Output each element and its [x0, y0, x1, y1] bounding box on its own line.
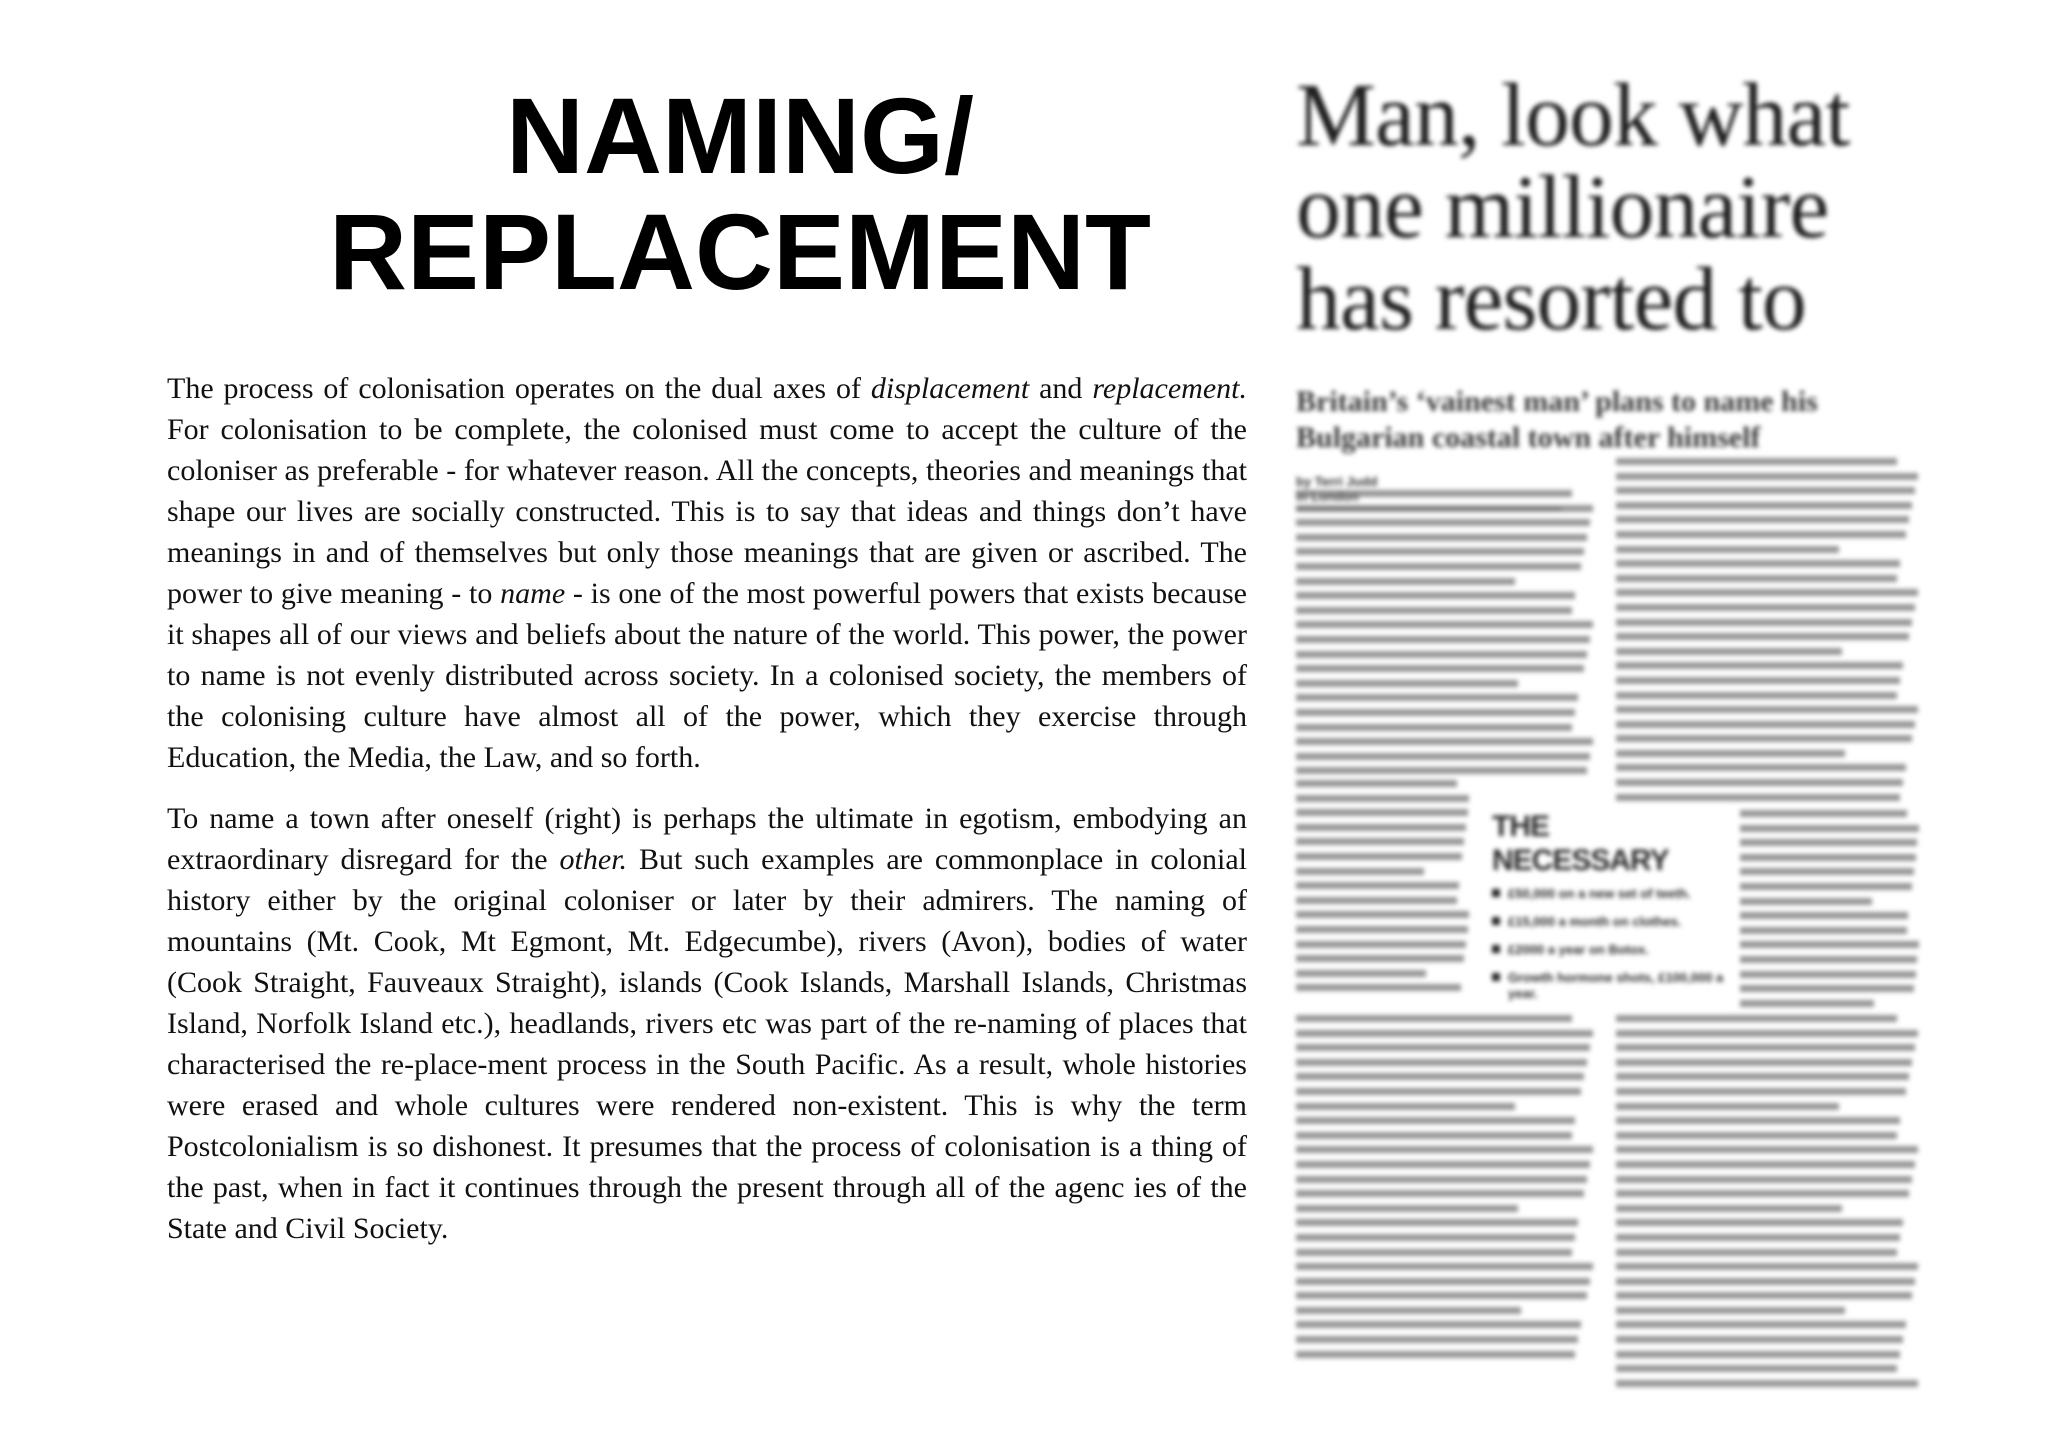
headline-line: has resorted to	[1296, 250, 1806, 349]
article-text-line	[1616, 1044, 1915, 1051]
article-text-line	[1296, 1030, 1593, 1037]
article-text-line	[1296, 1117, 1575, 1124]
article-text-line	[1296, 534, 1587, 541]
article-text-line	[1296, 563, 1581, 570]
clipping-standfirst	[1296, 384, 1926, 456]
text-run: - is one of the most powerful powers that exists because it shapes all of our views and beliefs about the nature of the world. This power, the power to name is not evenly distributed across society. In a colonised society, the members of the colonising culture have almost all of the power, which they exercise through Education, the Media, the Law, and so forth.	[167, 577, 1248, 774]
article-text-line	[1296, 680, 1518, 687]
page-title	[290, 75, 1190, 312]
article-column-left-narrow	[1296, 780, 1471, 999]
article-text-line	[1296, 724, 1572, 731]
article-text-line	[1296, 1103, 1515, 1110]
article-text-line	[1740, 825, 1919, 832]
article-text-line	[1616, 1205, 1842, 1212]
article-text-line	[1296, 738, 1593, 745]
article-text-line	[1616, 735, 1912, 742]
article-text-line	[1296, 767, 1587, 774]
clipping-headline	[1296, 66, 1926, 349]
article-text-line	[1296, 1161, 1590, 1168]
headline-line: Man, look what	[1296, 66, 1850, 165]
article-text-line	[1616, 1234, 1900, 1241]
article-column-right	[1616, 458, 1921, 808]
sidebar-item: Growth hormone shots, £100,000 a year.	[1492, 970, 1727, 1002]
article-text-line	[1616, 1103, 1839, 1110]
article-text-line	[1296, 1146, 1593, 1153]
article-text-line	[1616, 1249, 1897, 1256]
article-text-line	[1616, 1059, 1912, 1066]
article-text-line	[1296, 694, 1578, 701]
article-text-line	[1296, 1176, 1587, 1183]
article-text-line	[1616, 1263, 1918, 1270]
emphasized-term: replacement.	[1092, 372, 1247, 405]
article-text-line	[1296, 809, 1468, 816]
article-text-line	[1740, 839, 1917, 846]
article-text-line	[1296, 1059, 1587, 1066]
article-text-line	[1740, 941, 1919, 948]
article-text-line	[1296, 897, 1457, 904]
article-text-line	[1296, 621, 1593, 628]
article-text-line	[1296, 1234, 1575, 1241]
text-run: For colonisation to be complete, the colonised must come to accept the culture of the coloniser as preferable - for whatever reason. All the concepts, theories and meanings that shape our lives are socially constructed. This is to say that ideas and things don’t have meanings in and of themselves but only those meanings that are given or ascribed. The power to give meaning - to	[167, 413, 1247, 610]
article-text-line	[1616, 779, 1903, 786]
article-text-line	[1616, 706, 1918, 713]
article-text-line	[1740, 971, 1916, 978]
article-text-line	[1616, 546, 1839, 553]
article-text-line	[1296, 519, 1590, 526]
article-text-line	[1296, 941, 1466, 948]
sidebar-item: £15,000 a month on clothes.	[1492, 914, 1727, 930]
article-text-line	[1616, 516, 1909, 523]
sidebar-item: £50,000 on a new set of teeth.	[1492, 886, 1727, 902]
article-column-left-lower	[1296, 1015, 1596, 1365]
article-text-line	[1296, 1073, 1584, 1080]
article-text-line	[1740, 883, 1912, 890]
article-text-line	[1616, 794, 1900, 801]
article-text-line	[1296, 636, 1590, 643]
article-text-line	[1616, 662, 1903, 669]
article-text-line	[1616, 1219, 1903, 1226]
article-text-line	[1616, 1321, 1906, 1328]
standfirst-line: Bulgarian coastal town after himself	[1296, 421, 1761, 454]
article-text-line	[1616, 473, 1918, 480]
emphasized-term: other.	[559, 843, 628, 876]
article-text-line	[1616, 458, 1897, 465]
article-text-line	[1296, 548, 1584, 555]
article-text-line	[1616, 1351, 1900, 1358]
article-text-line	[1616, 1336, 1903, 1343]
article-text-line	[1296, 1088, 1581, 1095]
text-run: But such examples are commonplace in colonial history either by the original coloniser or later by their admirers. The naming of mountains (Mt. Cook, Mt Egmont, Mt. Edgecumbe), rivers (Avon), bodies of water (Cook Straight, Fauveaux Straight), islands (Cook Islands, Marshall Islands, Christmas Island, Norfolk Island etc.), headlands, rivers etc was part of the re-naming of places that characterised the re-place-ment process in the South Pacific. As a result, whole histories were erased and whole cultures were rendered non-existent. This is why the term Postcolonialism is so dishonest. It presumes that the process of colonisation is a thing of the past, when in fact it continues through the present through all of the agenc ies of the State and Civil Society.	[167, 843, 1248, 1245]
article-text-line	[1296, 955, 1464, 962]
article-text-line	[1296, 1249, 1572, 1256]
article-text-line	[1296, 882, 1459, 889]
headline-line: one millionaire	[1296, 158, 1829, 257]
article-text-line	[1296, 795, 1469, 802]
article-text-line	[1616, 648, 1842, 655]
article-text-line	[1616, 1176, 1912, 1183]
article-text-line	[1296, 1219, 1578, 1226]
article-text-line	[1296, 838, 1464, 845]
text-run: The process of colonisation operates on the dual axes of	[167, 372, 871, 405]
article-text-line	[1296, 592, 1575, 599]
article-text-line	[1616, 1146, 1918, 1153]
byline-author: by Terri Judd	[1296, 474, 1378, 489]
article-text-line	[1740, 985, 1914, 992]
article-text-line	[1296, 780, 1457, 787]
article-text-line	[1616, 531, 1906, 538]
article-text-line	[1616, 1365, 1897, 1372]
article-text-line	[1616, 1380, 1918, 1387]
article-text-line	[1616, 1190, 1909, 1197]
article-column-right-narrow	[1740, 810, 1921, 1014]
article-text-line	[1296, 1292, 1587, 1299]
article-text-line	[1296, 1205, 1518, 1212]
article-text-line	[1296, 1132, 1572, 1139]
article-text-line	[1296, 1263, 1593, 1270]
article-text-line	[1740, 868, 1914, 875]
body-text	[167, 368, 1247, 1269]
article-text-line	[1296, 970, 1426, 977]
article-text-line	[1296, 824, 1466, 831]
article-text-line	[1616, 619, 1912, 626]
standfirst-line: Britain’s ‘vainest man’ plans to name his	[1296, 385, 1818, 418]
article-text-line	[1740, 1000, 1874, 1007]
article-text-line	[1616, 1292, 1912, 1299]
article-text-line	[1616, 764, 1906, 771]
article-text-line	[1616, 1161, 1915, 1168]
article-text-line	[1616, 633, 1909, 640]
sidebar-list	[1492, 886, 1727, 1002]
article-text-line	[1296, 984, 1461, 991]
article-text-line	[1296, 490, 1572, 497]
article-text-line	[1296, 651, 1587, 658]
article-text-line	[1616, 1015, 1897, 1022]
article-text-line	[1296, 665, 1584, 672]
sidebar-item: £2000 a year on Botox.	[1492, 942, 1727, 958]
article-text-line	[1740, 927, 1907, 934]
emphasized-term: displacement	[870, 372, 1030, 405]
article-text-line	[1616, 502, 1912, 509]
article-text-line	[1616, 589, 1918, 596]
article-text-line	[1296, 926, 1468, 933]
article-column-right-lower	[1616, 1015, 1921, 1394]
article-text-line	[1616, 1132, 1897, 1139]
article-text-line	[1296, 753, 1590, 760]
article-text-line	[1296, 853, 1462, 860]
article-text-line	[1616, 1278, 1915, 1285]
sidebar-heading: THE NECESSARY	[1492, 810, 1669, 877]
article-text-line	[1616, 677, 1900, 684]
article-text-line	[1296, 1307, 1521, 1314]
text-run: To name a town after oneself (right) is perhaps the ultimate in egotism, embodying an extraordinary disregard for the	[167, 802, 1247, 876]
article-text-line	[1616, 487, 1915, 494]
article-text-line	[1616, 575, 1897, 582]
article-text-line	[1616, 1088, 1906, 1095]
article-text-line	[1296, 1044, 1590, 1051]
article-text-line	[1296, 868, 1424, 875]
title-line-2: REPLACEMENT	[328, 191, 1152, 312]
clipping-sidebar-box	[1492, 810, 1727, 1014]
article-text-line	[1616, 721, 1915, 728]
text-run: and	[1029, 372, 1093, 405]
article-text-line	[1296, 607, 1572, 614]
article-text-line	[1740, 898, 1872, 905]
article-text-line	[1740, 854, 1916, 861]
article-text-line	[1616, 692, 1897, 699]
article-text-line	[1616, 1073, 1909, 1080]
article-text-line	[1296, 1321, 1581, 1328]
article-text-line	[1296, 578, 1515, 585]
article-text-line	[1616, 1117, 1900, 1124]
title-line-1: NAMING/	[506, 75, 974, 196]
article-text-line	[1296, 1015, 1572, 1022]
emphasized-term: name	[500, 577, 566, 610]
article-text-line	[1616, 750, 1845, 757]
article-text-line	[1296, 709, 1575, 716]
article-text-line	[1616, 604, 1915, 611]
paragraph-1	[167, 368, 1247, 778]
article-text-line	[1296, 1336, 1578, 1343]
article-text-line	[1740, 810, 1907, 817]
newspaper-clipping	[1296, 66, 1926, 1390]
article-text-line	[1296, 1190, 1584, 1197]
article-text-line	[1616, 560, 1900, 567]
paragraph-2	[167, 798, 1247, 1249]
article-text-line	[1616, 1307, 1845, 1314]
article-text-line	[1740, 912, 1908, 919]
article-text-line	[1296, 505, 1593, 512]
article-text-line	[1740, 956, 1917, 963]
article-column-left	[1296, 490, 1596, 782]
article-text-line	[1616, 1030, 1918, 1037]
article-text-line	[1296, 1278, 1590, 1285]
article-text-line	[1296, 1351, 1575, 1358]
article-text-line	[1296, 911, 1469, 918]
